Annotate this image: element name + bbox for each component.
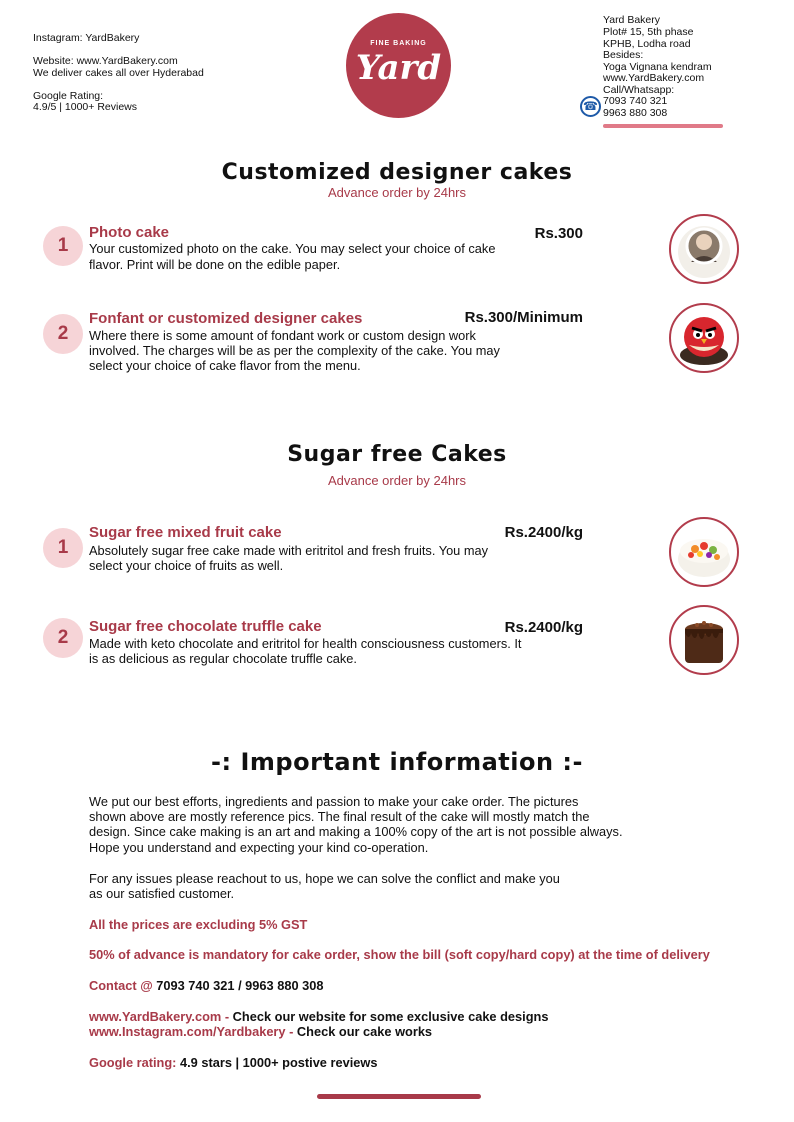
- besides-label: Besides:: [603, 49, 644, 61]
- phone-1: 7093 740 321: [603, 95, 668, 107]
- footer-divider: [317, 1094, 481, 1099]
- item-title-chocolate-cake: Sugar free chocolate truffle cake: [89, 618, 322, 635]
- address-name: Yard Bakery: [603, 14, 660, 26]
- info-paragraph-line: design. Since cake making is an art and making a 100% copy of the art is not possible always.: [89, 824, 623, 839]
- info-paragraph-line: For any issues please reachout to us, hope we can solve the conflict and make you: [89, 871, 560, 886]
- item-price-chocolate-cake: Rs.2400/kg: [504, 619, 583, 636]
- google-rating-label: Google rating:: [89, 1055, 180, 1070]
- advance-note: 50% of advance is mandatory for cake order, show the bill (soft copy/hard copy) at the time of delivery: [89, 947, 710, 962]
- info-paragraph-line: shown above are mostly reference pics. The final result of the cake will mostly match the: [89, 809, 590, 824]
- designer-section-title: Customized designer cakes: [221, 160, 573, 185]
- item-price-designer-cake: Rs.300/Minimum: [464, 309, 583, 326]
- item-number: 2: [43, 618, 83, 658]
- besides-line1: Yoga Vignana kendram: [603, 61, 712, 73]
- besides-line2: www.YardBakery.com: [603, 72, 705, 84]
- website-link[interactable]: www.YardBakery.com -: [89, 1009, 233, 1024]
- google-rating-line: [89, 1055, 377, 1070]
- chocolate-cake-image: [669, 605, 739, 675]
- item-desc-line: Made with keto chocolate and eritritol for health consciousness customers. It: [89, 636, 522, 651]
- item-desc-line: select your choice of cake flavor from the menu.: [89, 358, 361, 373]
- header-divider: [603, 124, 723, 128]
- fruit-cake-image: [669, 517, 739, 587]
- instagram-line: [89, 1024, 432, 1039]
- rating-label: Google Rating:: [33, 90, 104, 102]
- contact-value: 7093 740 321 / 9963 880 308: [156, 978, 324, 993]
- contact-label: Contact @: [89, 978, 157, 993]
- gst-note: All the prices are excluding 5% GST: [89, 917, 308, 932]
- info-paragraph-line: as our satisfied customer.: [89, 886, 235, 901]
- instagram-link[interactable]: www.Instagram.com/Yardbakery -: [89, 1024, 297, 1039]
- sugarfree-section-title: Sugar free Cakes: [287, 442, 507, 467]
- item-number: 2: [43, 314, 83, 354]
- address-line1: Plot# 15, 5th phase: [603, 26, 694, 38]
- phone-icon: ☎: [580, 96, 601, 117]
- rating-value: 4.9/5 | 1000+ Reviews: [33, 101, 138, 113]
- contact-line: [89, 978, 323, 993]
- item-desc-line: Your customized photo on the cake. You may select your choice of cake: [89, 241, 496, 256]
- website-desc: Check our website for some exclusive cake designs: [232, 1009, 549, 1024]
- item-number: 1: [43, 226, 83, 266]
- website-line: [89, 1009, 548, 1024]
- call-label: Call/Whatsapp:: [603, 84, 675, 96]
- item-title-designer-cake: Fonfant or customized designer cakes: [89, 310, 363, 327]
- item-desc-line: Where there is some amount of fondant work or custom design work: [89, 328, 476, 343]
- logo-big-text: Yard: [355, 48, 442, 88]
- address-line2: KPHB, Lodha road: [603, 38, 691, 50]
- item-price-fruit-cake: Rs.2400/kg: [504, 524, 583, 541]
- info-title: -: Important information :-: [211, 748, 583, 776]
- logo-small-text: FINE BAKING: [370, 40, 427, 47]
- item-number: 1: [43, 528, 83, 568]
- item-desc-line: Absolutely sugar free cake made with eritritol and fresh fruits. You may: [89, 543, 489, 558]
- item-desc-line: select your choice of fruits as well.: [89, 558, 284, 573]
- phone-2: 9963 880 308: [603, 107, 668, 119]
- designer-section-subtitle: Advance order by 24hrs: [327, 185, 467, 200]
- website-text: Website: www.YardBakery.com: [33, 55, 178, 67]
- info-paragraph-line: Hope you understand and expecting your kind co-operation.: [89, 840, 429, 855]
- photo-cake-image: [669, 214, 739, 284]
- info-paragraph-line: We put our best efforts, ingredients and passion to make your cake order. The pictures: [89, 794, 579, 809]
- yard-logo: [346, 13, 451, 118]
- instagram-desc: Check our cake works: [296, 1024, 433, 1039]
- item-price-photo-cake: Rs.300: [534, 225, 583, 242]
- item-desc-line: flavor. Print will be done on the edible paper.: [89, 257, 341, 272]
- item-desc-line: involved. The charges will be as per the complexity of the cake. You may: [89, 343, 500, 358]
- designer-cake-image: [669, 303, 739, 373]
- sugarfree-section-subtitle: Advance order by 24hrs: [327, 473, 467, 488]
- item-desc-line: is as delicious as regular chocolate truffle cake.: [89, 651, 357, 666]
- google-rating-value: 4.9 stars | 1000+ postive reviews: [180, 1055, 378, 1070]
- item-title-photo-cake: Photo cake: [89, 224, 170, 241]
- delivery-text: We deliver cakes all over Hyderabad: [33, 67, 204, 79]
- item-title-fruit-cake: Sugar free mixed fruit cake: [89, 524, 282, 541]
- instagram-handle: Instagram: YardBakery: [33, 32, 140, 44]
